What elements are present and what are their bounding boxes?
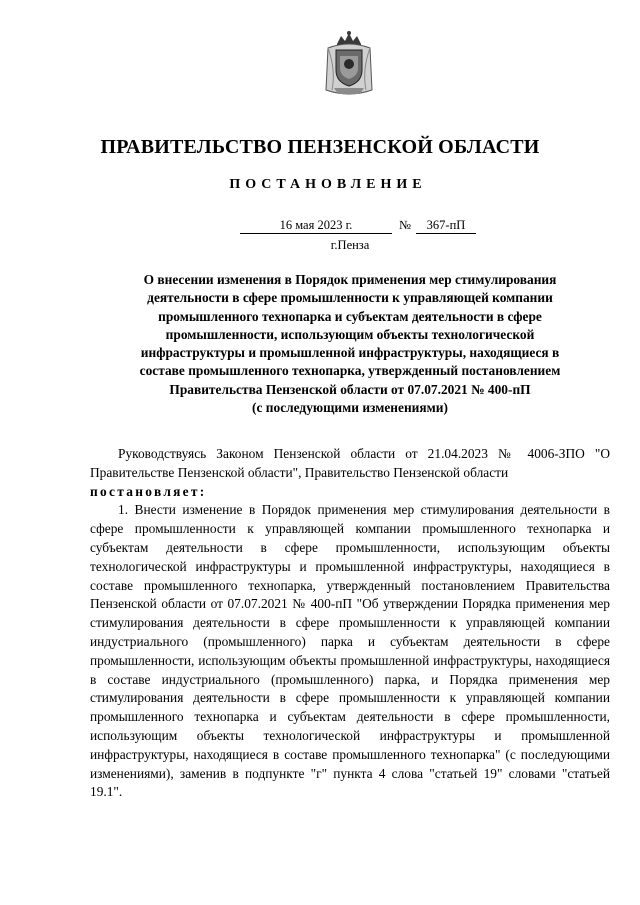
title-line: составе промышленного технопарка, утвержденный постановлением <box>139 363 561 379</box>
title-line: (с последующими изменениями) <box>252 400 448 416</box>
title-line: деятельности в сфере промышленности к управляющей компании <box>147 290 553 306</box>
document-type: ПОСТАНОВЛЕНИЕ <box>229 177 427 192</box>
title-line: Правительства Пензенской области от 07.07.2021 № 400-пП <box>169 381 531 397</box>
title-line: инфраструктуры и промышленной инфраструктуры, находящиеся в <box>140 345 560 361</box>
number-sign: № <box>399 218 411 232</box>
city: г.Пенза <box>330 238 370 252</box>
document-body <box>90 445 610 802</box>
title-line: промышленного технопарка и субъектам деятельности в сфере <box>158 308 542 324</box>
document-number: 367-пП <box>416 217 476 234</box>
coat-of-arms-icon <box>322 30 376 98</box>
document-title <box>100 271 600 417</box>
issuing-authority: ПРАВИТЕЛЬСТВО ПЕНЗЕНСКОЙ ОБЛАСТИ <box>100 136 540 158</box>
title-line: О внесении изменения в Порядок применения мер стимулирования <box>143 272 557 287</box>
document-date: 16 мая 2023 г. <box>240 217 392 234</box>
title-line: промышленности, использующим объекты технологической <box>165 326 535 342</box>
item-1-paragraph: 1. Внести изменение в Порядок применения мер стимулирования деятельности в сфере промышленности к управляющей компании промышленного технопарка и субъектам деятельности в сфере промышленности, использующим объекты технологической инфраструктуры и промышленной инфраструктуры, находящиеся в составе промышленного технопарка, утвержденный постановлением Правительства Пензенской области от 07.07.2021 № 400-пП "Об утверждении Порядка применения мер стимулирования деятельности в сфере промышленности к управляющей компании индустриального (промышленного) парка и субъектам деятельности в сфере промышленности, использующим объекты промышленной инфраструктуры, находящиеся в составе индустриального (промышленного) парка, и Порядка применения мер стимулирования деятельности в сфере промышленности к управляющей компании промышленного технопарка и субъектам деятельности в сфере промышленности, использующим объекты технологической инфраструктуры и промышленной инфраструктуры, находящиеся в составе промышленного технопарка" (с последующими изменениями), заменив в подпункте "г" пункта 4 слова "статьей 19" словами "статьей 19.1". <box>90 502 610 800</box>
preamble-paragraph: Руководствуясь Законом Пензенской области от 21.04.2023 № 4006-ЗПО "О Правительстве Пензенской области", Правительство Пензенской области <box>90 446 610 480</box>
resolves-word: постановляет: <box>90 483 207 499</box>
